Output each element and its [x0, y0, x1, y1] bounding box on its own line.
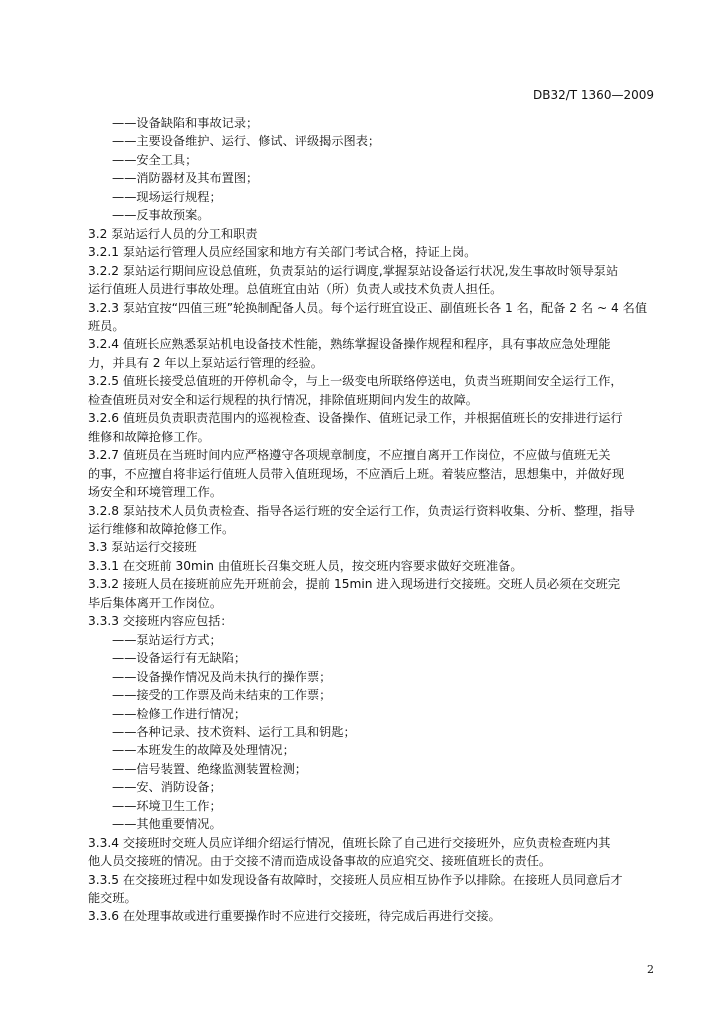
text-line: 3.3.5 在交接班过程中如发现设备有故障时，交接班人员应相互协作予以排除。在接班人员同意后才: [88, 872, 623, 887]
document-body: [88, 114, 656, 926]
text-line: 3.2.8 泵站技术人员负责检查、指导各运行班的安全运行工作，负责运行资料收集、分析、整理，指导: [88, 503, 635, 518]
list-item: ——设备运行有无缺陷；: [112, 651, 247, 666]
list-item: ——各种记录、技术资料、运行工具和钥匙；: [112, 724, 356, 739]
list-item: ——反事故预案。: [112, 208, 210, 223]
page-number: 2: [647, 963, 654, 976]
text-line: 3.3.4 交接班时交班人员应详细介绍运行情况，值班长除了自己进行交接班外，应负责检查班内其: [88, 835, 611, 850]
text-line: 3.2.1 泵站运行管理人员应经国家和地方有关部门考试合格，持证上岗。: [88, 245, 477, 260]
text-line: 3.3.3 交接班内容应包括：: [88, 614, 233, 629]
list-item: ——现场运行规程；: [112, 189, 222, 204]
list-item: ——泵站运行方式；: [112, 632, 222, 647]
text-line: 3.2.2 泵站运行期间应设总值班，负责泵站的运行调度,掌握泵站设备运行状况,发生事故时领导泵站: [88, 263, 619, 278]
text-line: 3.2.6 值班员负责职责范围内的巡视检查、设备操作、值班记录工作，并根据值班长的安排进行运行: [88, 411, 623, 426]
text-line: 他人员交接班的情况。由于交接不清而造成设备事故的应追究交、接班值班长的责任。: [88, 854, 552, 869]
text-line: 维修和故障抢修工作。: [88, 429, 210, 444]
list-item: ——安、消防设备；: [112, 780, 222, 795]
standard-number: DB32/T 1360—2009: [532, 88, 654, 102]
text-line: 3.3.6 在处理事故或进行重要操作时不应进行交接班，待完成后再进行交接。: [88, 909, 501, 924]
list-item: ——其他重要情况。: [112, 817, 222, 832]
list-item: ——设备操作情况及尚未执行的操作票；: [112, 669, 332, 684]
list-item: ——消防器材及其布置图；: [112, 171, 259, 186]
list-item: ——安全工具；: [112, 152, 198, 167]
list-item: ——接受的工作票及尚未结束的工作票；: [112, 688, 332, 703]
text-line: 3.3 泵站运行交接班: [88, 540, 197, 555]
list-item: ——设备缺陷和事故记录；: [112, 116, 259, 130]
list-item: ——本班发生的故障及处理情况；: [112, 743, 295, 758]
text-line: 检查值班员对安全和运行规程的执行情况，排除值班期间内发生的故障。: [88, 392, 478, 407]
text-line: 运行值班人员进行事故处理。总值班宜由站（所）负责人或技术负责人担任。: [88, 282, 503, 297]
text-line: 的事，不应擅自将非运行值班人员带入值班现场，不应酒后上班。着装应整洁，思想集中，并做好现: [88, 466, 625, 481]
text-line: 力，并具有 2 年以上泵站运行管理的经验。: [88, 355, 323, 370]
text-line: 3.2.3 泵站宜按“四值三班”轮换制配备人员。每个运行班宜设正、副值班长各 1 名，配备 2 名 ~ 4 名值: [88, 300, 648, 315]
text-line: 3.3.1 在交班前 30min 由值班长召集交班人员，按交班内容要求做好交班准备。: [88, 558, 523, 573]
text-line: 3.2.5 值班长接受总值班的开停机命令，与上一级变电所联络停送电，负责当班期间安全运行工作，: [88, 374, 623, 389]
text-line: 3.3.2 接班人员在接班前应先开班前会，提前 15min 进入现场进行交接班。交班人员必须在交班完: [88, 577, 621, 592]
list-item: ——主要设备维护、运行、修试、评级揭示图表；: [112, 134, 381, 149]
text-line: 3.2 泵站运行人员的分工和职责: [88, 226, 258, 241]
text-line: 毕后集体离开工作岗位。: [88, 595, 223, 610]
text-line: 场安全和环境管理工作。: [88, 485, 223, 500]
list-item: ——检修工作进行情况；: [112, 706, 247, 721]
list-item: ——信号装置、绝缘监测装置检测；: [112, 761, 307, 776]
list-item: ——环境卫生工作；: [112, 798, 222, 813]
text-line: 3.2.7 值班员在当班时间内应严格遵守各项规章制度，不应擅自离开工作岗位，不应做与值班无关: [88, 448, 611, 463]
text-line: 能交班。: [88, 891, 137, 906]
text-line: 运行维修和故障抢修工作。: [88, 521, 235, 536]
text-line: 3.2.4 值班长应熟悉泵站机电设备技术性能，熟练掌握设备操作规程和程序，具有事故应急处理能: [88, 337, 611, 352]
text-line: 班员。: [88, 318, 125, 333]
